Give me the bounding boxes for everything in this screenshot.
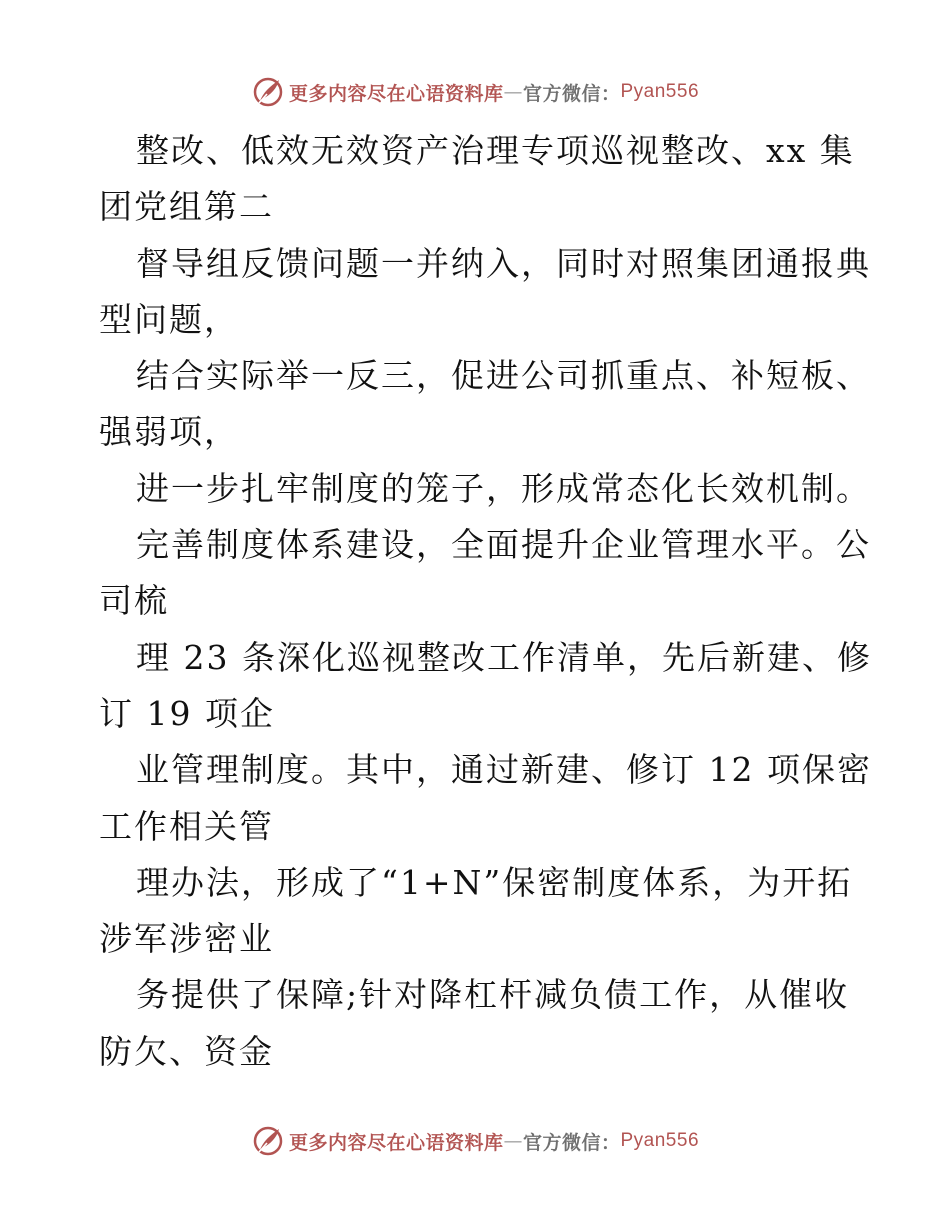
- footer-separator: —: [503, 1130, 523, 1152]
- header-wechat-id: Pyan556: [620, 81, 700, 102]
- feather-pen-logo-icon: [251, 1124, 285, 1158]
- text-line: 业管理制度。其中，通过新建、修订 12 项保密: [136, 750, 872, 790]
- text-line: 工作相关管: [99, 806, 274, 846]
- text-line: 督导组反馈问题一并纳入，同时对照集团通报典: [136, 243, 871, 283]
- text-line: 完善制度体系建设，全面提升企业管理水平。公: [136, 525, 871, 565]
- text-line: 理办法，形成了“1+N”保密制度体系，为开拓: [136, 862, 853, 902]
- header-promo-text: 更多内容尽在心语资料库: [288, 82, 504, 105]
- footer-promo-text: 更多内容尽在心语资料库: [288, 1131, 504, 1154]
- text-line: 务提供了保障;针对降杠杆减负债工作，从催收: [136, 975, 850, 1015]
- header-separator: —: [503, 81, 523, 103]
- text-line: 理 23 条深化巡视整改工作清单，先后新建、修: [136, 637, 872, 677]
- text-line: 强弱项，: [99, 412, 239, 452]
- text-line: 结合实际举一反三，促进公司抓重点、补短板、: [136, 356, 871, 396]
- text-line: 订 19 项企: [99, 693, 275, 733]
- document-body: [99, 123, 872, 1080]
- text-line: 司梳: [99, 581, 169, 621]
- footer-official-label: 官方微信：: [522, 1131, 621, 1154]
- feather-pen-logo-icon: [251, 75, 285, 109]
- text-line: 团党组第二: [99, 187, 274, 227]
- header-banner-text: [289, 79, 699, 106]
- text-line: 型问题，: [99, 299, 239, 339]
- text-line: 进一步扎牢制度的笼子，形成常态化长效机制。: [136, 468, 871, 508]
- footer-banner-text: [289, 1128, 699, 1155]
- text-line: 防欠、资金: [99, 1031, 274, 1071]
- text-line: 涉军涉密业: [99, 919, 274, 959]
- footer-banner: [0, 1121, 950, 1161]
- header-official-label: 官方微信：: [522, 82, 621, 105]
- footer-wechat-id: Pyan556: [620, 1130, 700, 1151]
- header-banner: [0, 72, 950, 112]
- text-line: 整改、低效无效资产治理专项巡视整改、xx 集: [136, 131, 855, 170]
